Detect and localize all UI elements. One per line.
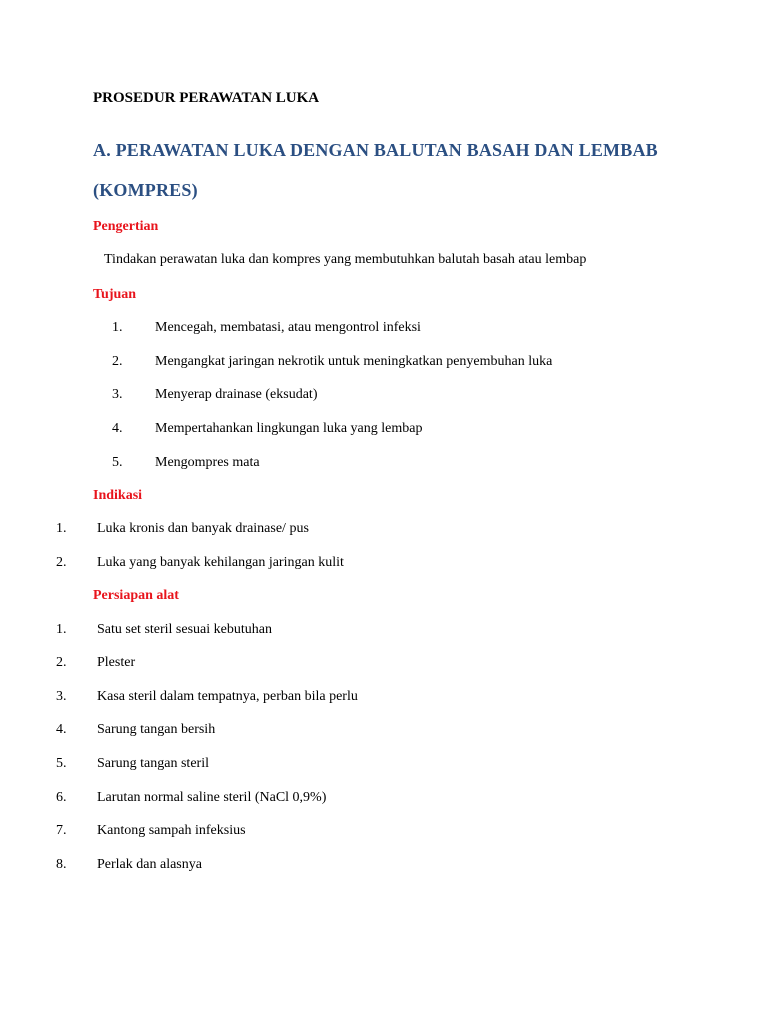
list-item-number: 8. (56, 857, 67, 872)
persiapan-alat-heading: Persiapan alat (93, 588, 179, 603)
list-item: Satu set steril sesuai kebutuhan (97, 622, 272, 637)
list-item: Menyerap drainase (eksudat) (155, 387, 318, 402)
list-item: Kasa steril dalam tempatnya, perban bila perlu (97, 689, 358, 704)
list-item-number: 1. (56, 521, 67, 536)
list-item: Sarung tangan steril (97, 756, 209, 771)
list-item: Plester (97, 655, 136, 670)
pengertian-text: Tindakan perawatan luka dan kompres yang membutuhkan balutah basah atau lembap (104, 252, 587, 267)
list-item-number: 6. (56, 790, 67, 805)
pengertian-heading: Pengertian (93, 219, 159, 234)
list-item: Perlak dan alasnya (97, 857, 202, 872)
list-item-number: 7. (56, 823, 67, 838)
list-item: Mengompres mata (155, 455, 260, 470)
list-item: Kantong sampah infeksius (97, 823, 246, 838)
list-item-number: 5. (112, 455, 123, 470)
list-item-number: 2. (112, 354, 123, 369)
list-item-number: 3. (112, 387, 123, 402)
list-item: Mencegah, membatasi, atau mengontrol infeksi (155, 320, 421, 335)
list-item-number: 3. (56, 689, 67, 704)
indikasi-heading: Indikasi (93, 488, 143, 503)
list-item-number: 1. (56, 622, 67, 637)
list-item-number: 4. (112, 421, 123, 436)
list-item-number: 5. (56, 756, 67, 771)
section-heading-line1: A. PERAWATAN LUKA DENGAN BALUTAN BASAH DAN LEMBAB (93, 140, 658, 160)
list-item: Mengangkat jaringan nekrotik untuk meningkatkan penyembuhan luka (155, 354, 553, 369)
tujuan-heading: Tujuan (93, 287, 137, 302)
list-item-number: 2. (56, 555, 67, 570)
list-item: Sarung tangan bersih (97, 722, 216, 737)
list-item-number: 2. (56, 655, 67, 670)
list-item: Mempertahankan lingkungan luka yang lembap (155, 421, 423, 436)
list-item-number: 1. (112, 320, 123, 335)
document-title: PROSEDUR PERAWATAN LUKA (93, 90, 320, 106)
list-item: Luka yang banyak kehilangan jaringan kulit (97, 555, 344, 570)
list-item-number: 4. (56, 722, 67, 737)
list-item: Larutan normal saline steril (NaCl 0,9%) (97, 790, 327, 805)
section-heading-line2: (KOMPRES) (93, 180, 198, 200)
list-item: Luka kronis dan banyak drainase/ pus (97, 521, 309, 536)
